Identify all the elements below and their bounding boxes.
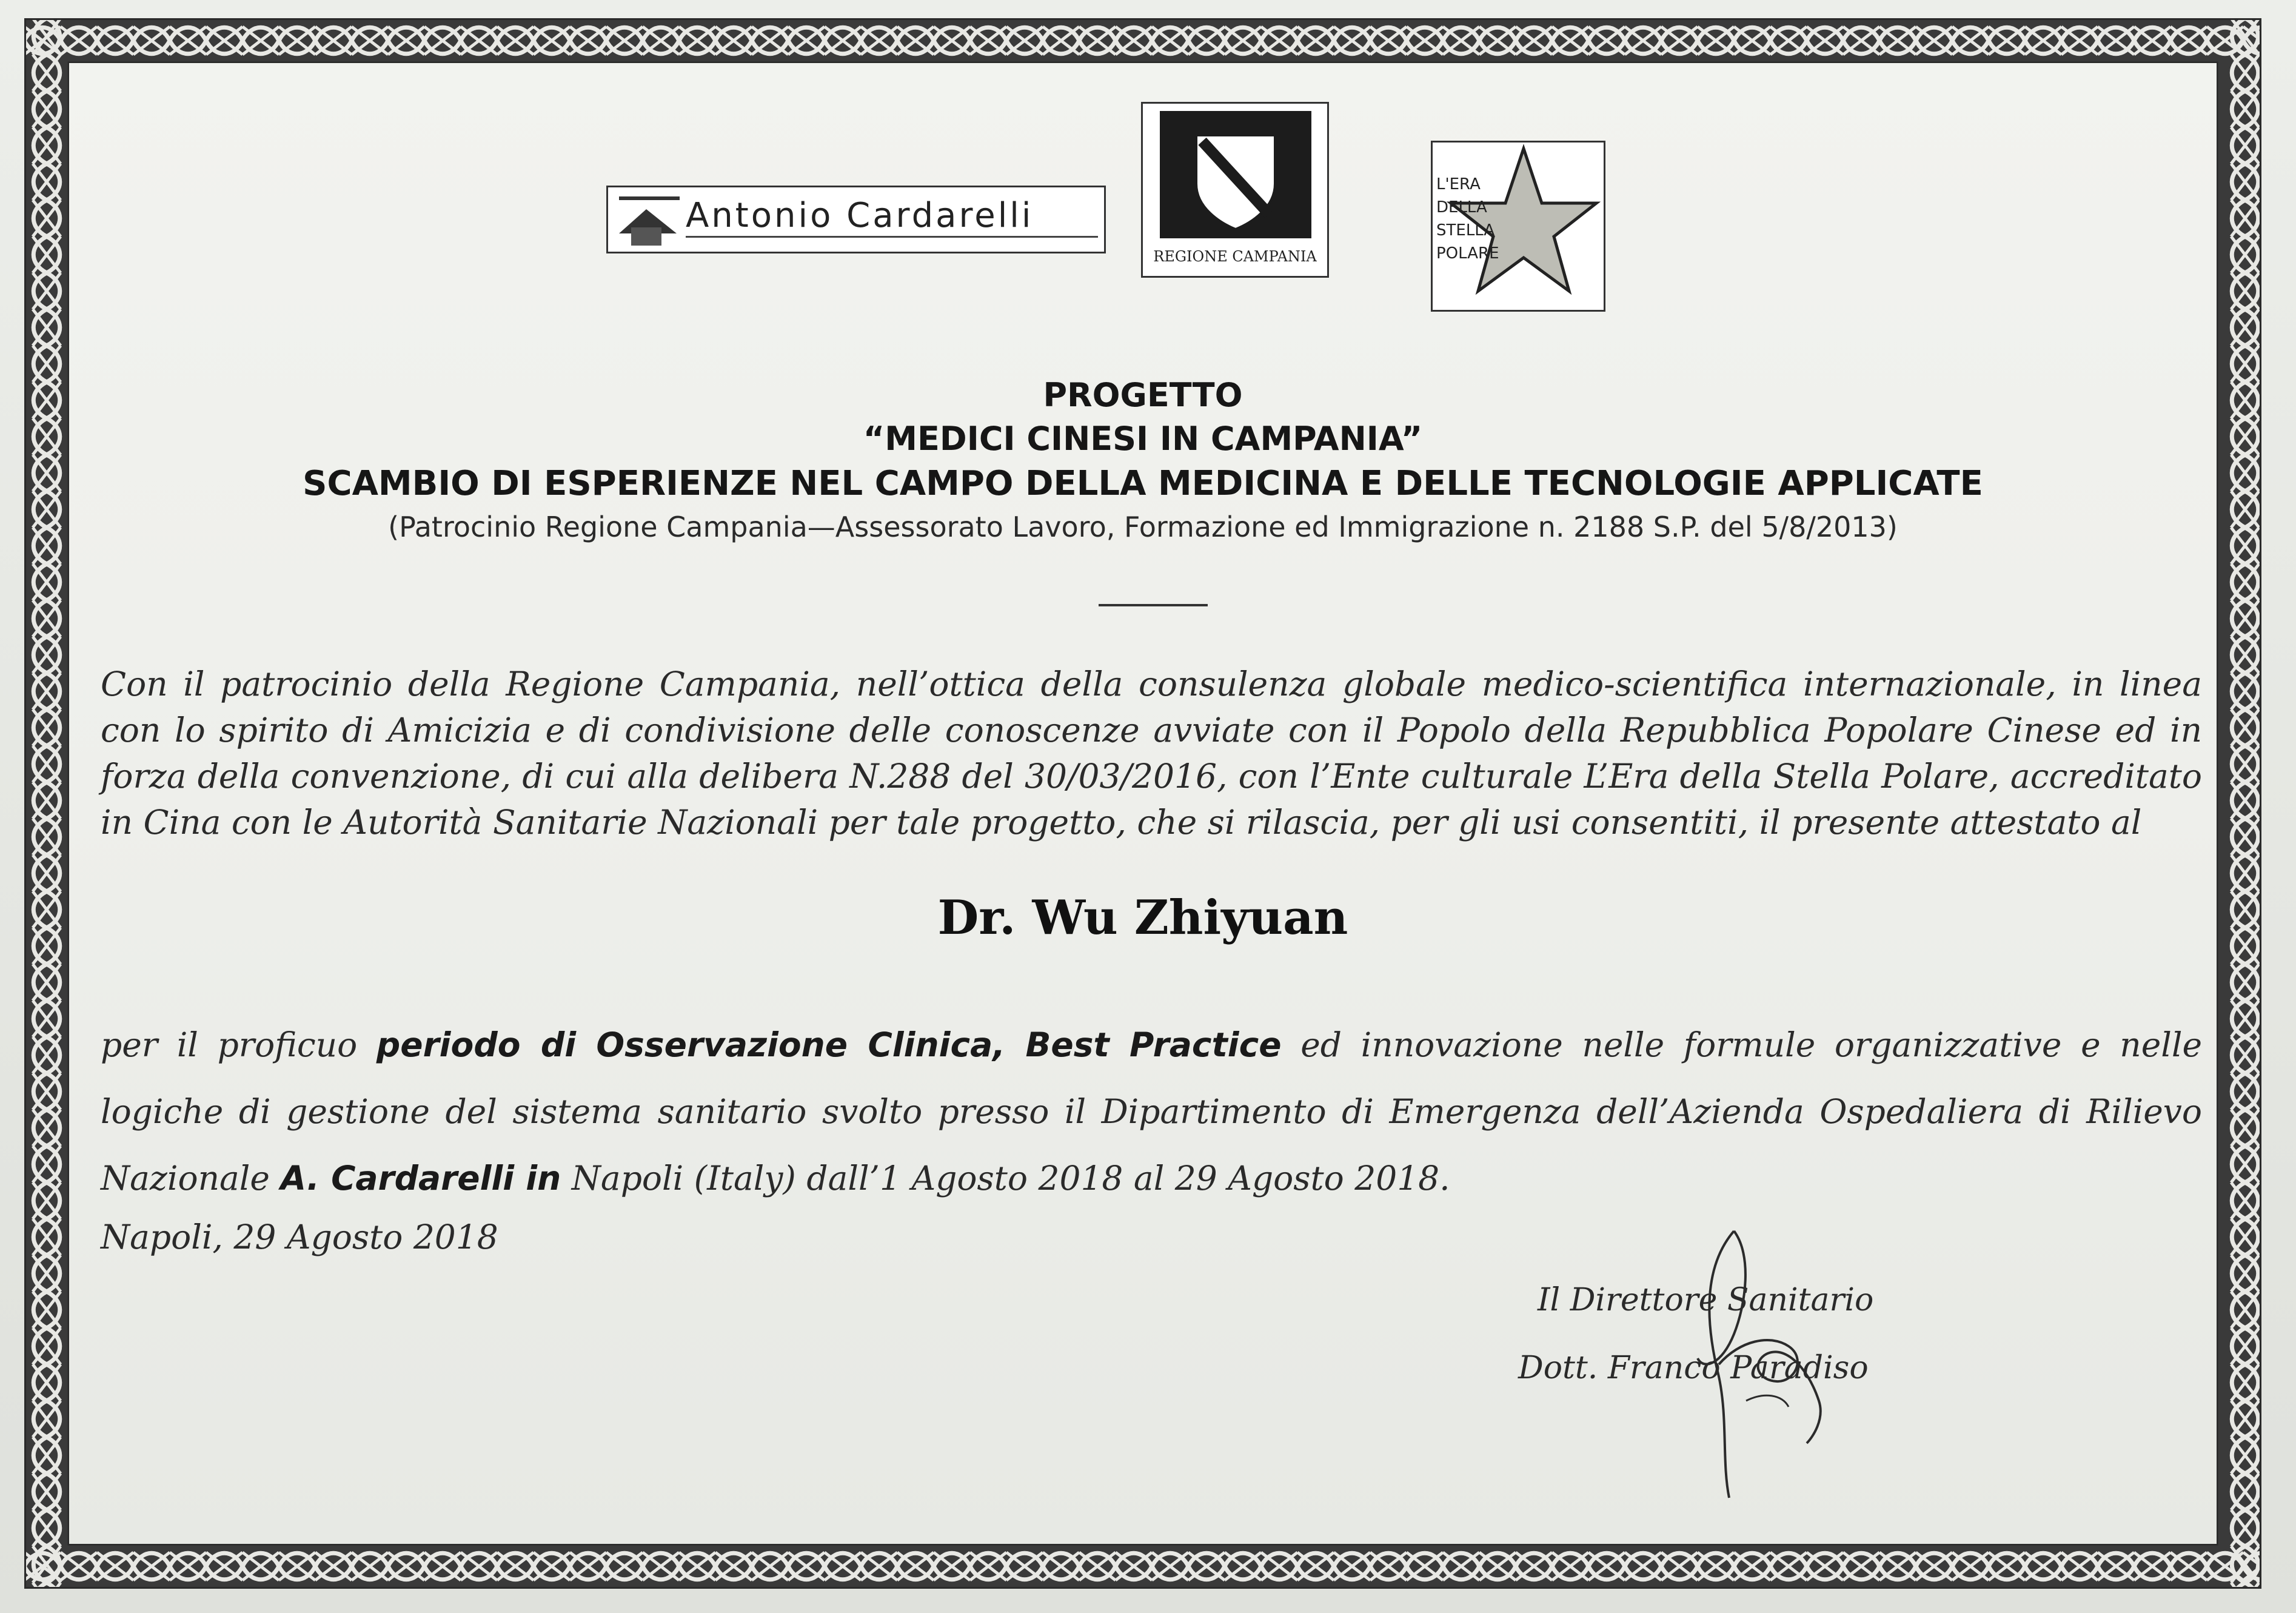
logo-stella-line: STELLA [1436, 221, 1495, 240]
description-paragraph [101, 1011, 2202, 1212]
logo-cardarelli-name: Antonio Cardarelli [686, 196, 1034, 235]
certificate-header [69, 374, 2217, 547]
logo-stella-line: DELLA [1436, 198, 1487, 216]
handwritten-signature-icon [1661, 1219, 1843, 1504]
logo-era-stella-polare [1431, 141, 1605, 312]
header-title: “MEDICI CINESI IN CAMPANIA” [863, 420, 1423, 458]
signatory-title: Il Direttore Sanitario [1538, 1282, 1874, 1318]
logo-stella-line: POLARE [1436, 244, 1499, 263]
header-patronage: (Patrocinio Regione Campania—Assessorato Lavoro, Formazione ed Immigrazione n. 2188 S.P. del 5/8/2013) [388, 511, 1898, 543]
header-subtitle: SCAMBIO DI ESPERIENZE NEL CAMPO DELLA MEDICINA E DELLE TECNOLOGIE APPLICATE [303, 464, 1983, 503]
description-bold: periodo di Osservazione Clinica, Best Practice [376, 1025, 1282, 1064]
coat-of-arms-icon [1160, 111, 1311, 238]
description-bold: A. Cardarelli in [280, 1159, 561, 1198]
logo-cardarelli-underline [686, 236, 1098, 246]
logo-regione-campania [1141, 102, 1329, 278]
signatory-name: Dott. Franco Paradiso [1518, 1350, 1869, 1386]
hospital-icon [613, 191, 686, 252]
logo-cardarelli [606, 186, 1106, 253]
logo-stella-line: L'ERA [1436, 175, 1481, 193]
header-divider [1099, 604, 1208, 606]
intro-paragraph: Con il patrocinio della Regione Campania, nell’ottica della consulenza globale medico-scientifica internazionale, in linea con lo spirito di Amicizia e di condivisione delle conoscenze avviate con il Popolo della Repubblica Popolare Cinese ed in forza della convenzione, di cui alla delibera N.288 del 30/03/2016, con l’Ente culturale L’Era della Stella Polare, accreditato in Cina con le Autorità Sanitarie Nazionali per tale progetto, che si rilascia, per gli usi consentiti, il presente attestato al [101, 665, 2202, 842]
description-text: Napoli (Italy) dall’1 Agosto 2018 al 29 Agosto 2018. [561, 1159, 1450, 1198]
description-text: per il proficuo [101, 1025, 377, 1064]
logo-regione-label: REGIONE CAMPANIA [1153, 248, 1317, 265]
header-project: PROGETTO [1043, 376, 1243, 414]
logo-stella-text [1436, 173, 1509, 265]
recipient-name: Dr. Wu Zhiyuan [937, 890, 1348, 945]
issue-date: Napoli, 29 Agosto 2018 [101, 1218, 498, 1256]
description-text: ed innovazione nelle formule organizzative e nelle logiche di gestione del sistema sanitario svolto presso il Dipartimento di Emergenza dell’Azienda Ospedaliera di Rilievo Nazionale [101, 1025, 2203, 1198]
